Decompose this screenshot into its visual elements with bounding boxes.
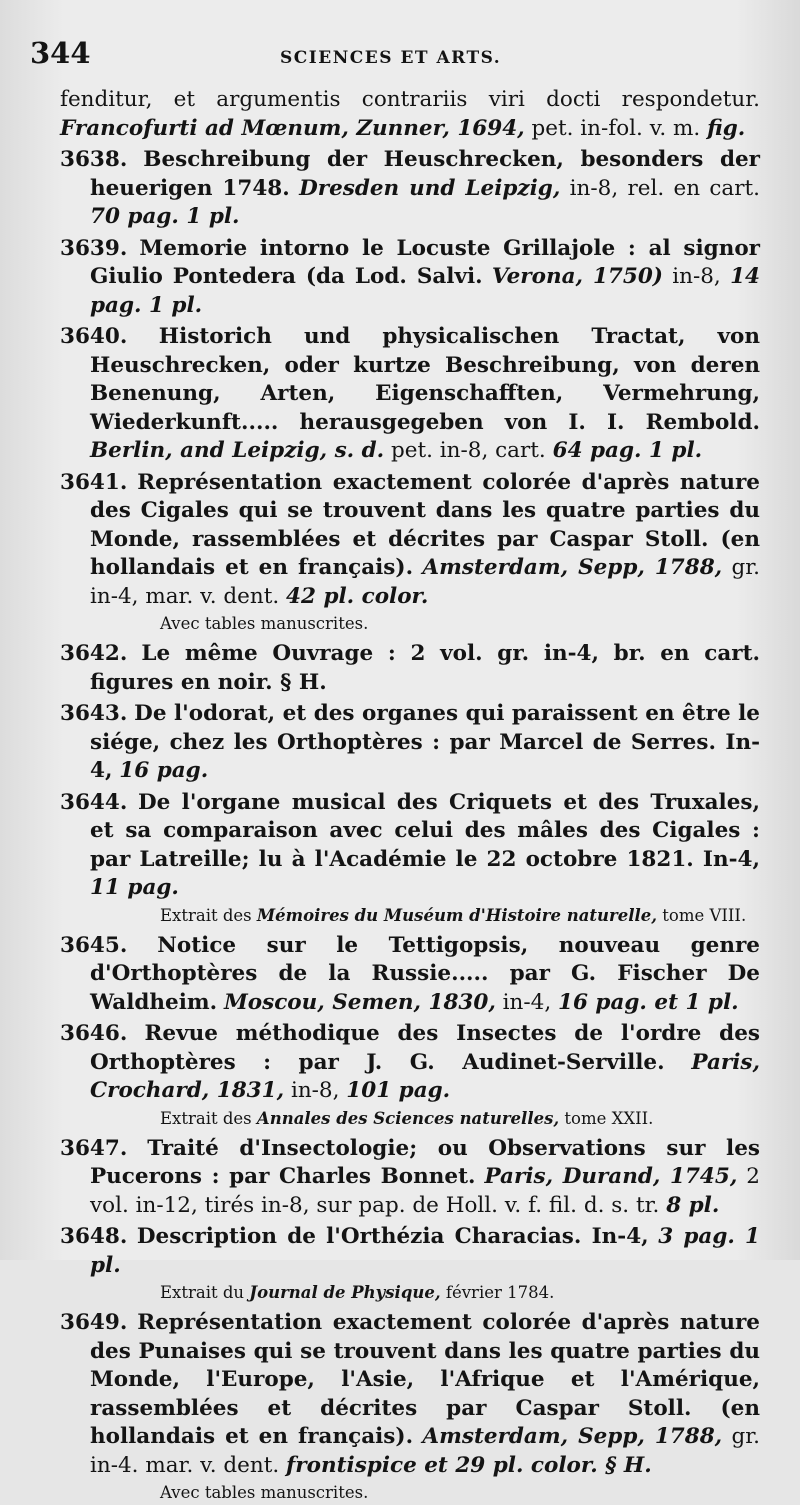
- entry-collation: frontispice et 29 pl. color. § H.: [286, 1452, 652, 1478]
- note-part: Journal de Physique,: [249, 1283, 441, 1302]
- entry-details: pet. in-8, cart.: [391, 438, 546, 463]
- entry-collation: 3 pag. 1 pl.: [90, 1224, 761, 1278]
- page-header: [30, 36, 760, 76]
- catalog-entry: [60, 932, 760, 1018]
- entry-list: [60, 146, 760, 1505]
- catalog-entry: [60, 789, 760, 903]
- entry-imprint: Paris, Crochard, 1831,: [90, 1049, 760, 1103]
- entry-title: De l'organe musical des Criquets et des Truxales, et sa comparaison avec celui des mâles des Cigales : par Latreille; lu à l'Académie le 22 octobre 1821. In-4,: [90, 789, 760, 872]
- entry-details: 2 vol. in-12, tirés in-8, sur pap. de Holl. v. f. fil. d. s. tr.: [90, 1164, 760, 1218]
- note-part: Mémoires du Muséum d'Histoire naturelle,: [256, 905, 657, 925]
- entry-title: Description de l'Orthézia Characias. In-4,: [136, 1224, 649, 1249]
- catalog-entry: [60, 700, 760, 786]
- catalog-entry: [60, 1223, 760, 1280]
- entry-note: [100, 1107, 760, 1131]
- entry-title: Notice sur le Tettigopsis, nouveau genre d'Orthoptères de la Russie..... par G. Fischer De Waldheim.: [90, 932, 760, 1015]
- entry-collation: 16 pag.: [119, 758, 209, 783]
- entry-collation: 101 pag.: [346, 1078, 451, 1103]
- entry-title: Beschreibung der Heuschrecken, besonders der heuerigen 1748.: [90, 147, 761, 201]
- note-part: Avec tables manuscrites.: [160, 614, 369, 633]
- catalog-entry: [60, 640, 760, 697]
- entry-note: [100, 1481, 760, 1505]
- entry-title: Historich und physicalischen Tractat, von Heuschrecken, oder kurtze Beschreibung, von deren Benenung, Arten, Eigenschafften, Vermehrung, Wiederkunft..... herausgegeben von I. I. Rembold.: [90, 324, 760, 435]
- entry-number: 3641.: [60, 469, 128, 495]
- entry-title: Revue méthodique des Insectes de l'ordre des Orthoptères : par J. G. Audinet-Serville.: [90, 1021, 760, 1075]
- entry-number: 3638.: [60, 147, 128, 172]
- note-part: Extrait du: [160, 1283, 245, 1302]
- note-part: février 1784.: [445, 1283, 555, 1302]
- entry-number: 3646.: [60, 1021, 128, 1046]
- entry-imprint: Dresden und Leipzig,: [299, 175, 561, 201]
- entry-note: [100, 904, 760, 928]
- note-part: Extrait des: [160, 1108, 252, 1128]
- note-part: Extrait des: [160, 905, 252, 925]
- catalog-entry: [60, 235, 760, 321]
- note-part: tome VIII.: [662, 905, 747, 925]
- entry-number: 3644.: [60, 789, 128, 815]
- entry-title: Représentation exactement colorée d'après nature des Cigales qui se trouvent dans les quatre parties du Monde, rassemblées et décrites par Caspar Stoll. (en hollandais et en français).: [90, 469, 760, 580]
- entry-collation: 16 pag. et 1 pl.: [558, 989, 739, 1015]
- catalog-entry: [60, 1020, 760, 1106]
- entry-number: 3640.: [60, 324, 128, 349]
- entry-imprint: Amsterdam, Sepp, 1788,: [422, 1424, 723, 1449]
- entry-imprint: Amsterdam, Sepp, 1788,: [422, 555, 723, 580]
- entry-details: in-8, rel. en cart.: [569, 175, 761, 201]
- continuation-entry: [60, 86, 760, 143]
- entry-details: in-8,: [672, 264, 721, 289]
- entry-collation: 8 pl.: [666, 1192, 720, 1218]
- entry-number: 3647.: [60, 1135, 128, 1161]
- continuation-text: fenditur, et argumentis contrariis viri docti respondetur.: [60, 87, 760, 112]
- entry-details: gr. in-4, mar. v. dent.: [90, 555, 760, 609]
- continuation-imprint: Francofurti ad Mœnum, Zunner, 1694,: [60, 115, 525, 141]
- entry-details: gr. in-4. mar. v. dent.: [90, 1424, 760, 1478]
- entry-note: [100, 612, 760, 636]
- entry-collation: 64 pag. 1 pl.: [552, 438, 703, 463]
- entry-number: 3645.: [60, 932, 128, 958]
- entry-details: in-4,: [502, 989, 552, 1015]
- entry-details: in-8,: [290, 1078, 340, 1103]
- note-part: Annales des Sciences naturelles,: [256, 1108, 560, 1128]
- entry-title: Le même Ouvrage : 2 vol. gr. in-4, br. en cart. figures en noir. § H.: [90, 641, 760, 695]
- entry-number: 3639.: [60, 235, 128, 261]
- catalog-entries: [60, 86, 760, 1505]
- entry-title: Traité d'Insectologie; ou Observations sur les Pucerons : par Charles Bonnet.: [90, 1135, 760, 1189]
- catalog-entry: [60, 1309, 760, 1480]
- catalog-entry: [60, 1135, 760, 1221]
- entry-number: 3648.: [60, 1224, 128, 1249]
- entry-collation: 11 pag.: [90, 875, 179, 900]
- page-number: 344: [30, 36, 91, 70]
- entry-number: 3649.: [60, 1310, 128, 1335]
- catalog-entry: [60, 469, 760, 612]
- continuation-fig: fig.: [707, 115, 746, 141]
- entry-imprint: Berlin, and Leipzig, s. d.: [90, 438, 385, 463]
- entry-number: 3642.: [60, 641, 128, 666]
- entry-title: De l'odorat, et des organes qui paraissent en être le siége, chez les Orthoptères : par Marcel de Serres. In-4,: [90, 701, 760, 783]
- note-part: tome XXII.: [564, 1108, 654, 1128]
- entry-collation: 70 pag. 1 pl.: [90, 204, 240, 229]
- entry-imprint: Paris, Durand, 1745,: [484, 1164, 738, 1189]
- entry-imprint: Verona, 1750): [491, 264, 663, 289]
- entry-imprint: Moscou, Semen, 1830,: [223, 989, 496, 1015]
- note-part: Avec tables manuscrites.: [160, 1483, 369, 1502]
- entry-title: Représentation exactement colorée d'après nature des Punaises qui se trouvent dans les quatre parties du Monde, l'Europe, l'Asie, l'Afrique et l'Amérique, rassemblées et décrites par Caspar Stoll. (en hollandais et en français).: [90, 1310, 760, 1449]
- entry-collation: 14 pag. 1 pl.: [90, 264, 760, 318]
- entry-number: 3643.: [60, 701, 128, 726]
- entry-note: [100, 1281, 760, 1305]
- catalog-entry: [60, 146, 760, 232]
- catalog-entry: [60, 323, 760, 466]
- continuation-rest: pet. in-fol. v. m.: [531, 115, 701, 141]
- entry-collation: 42 pl. color.: [286, 583, 429, 609]
- entry-title: Memorie intorno le Locuste Grillajole : al signor Giulio Pontedera (da Lod. Salvi.: [90, 235, 760, 289]
- running-title: SCIENCES ET ARTS.: [280, 48, 502, 68]
